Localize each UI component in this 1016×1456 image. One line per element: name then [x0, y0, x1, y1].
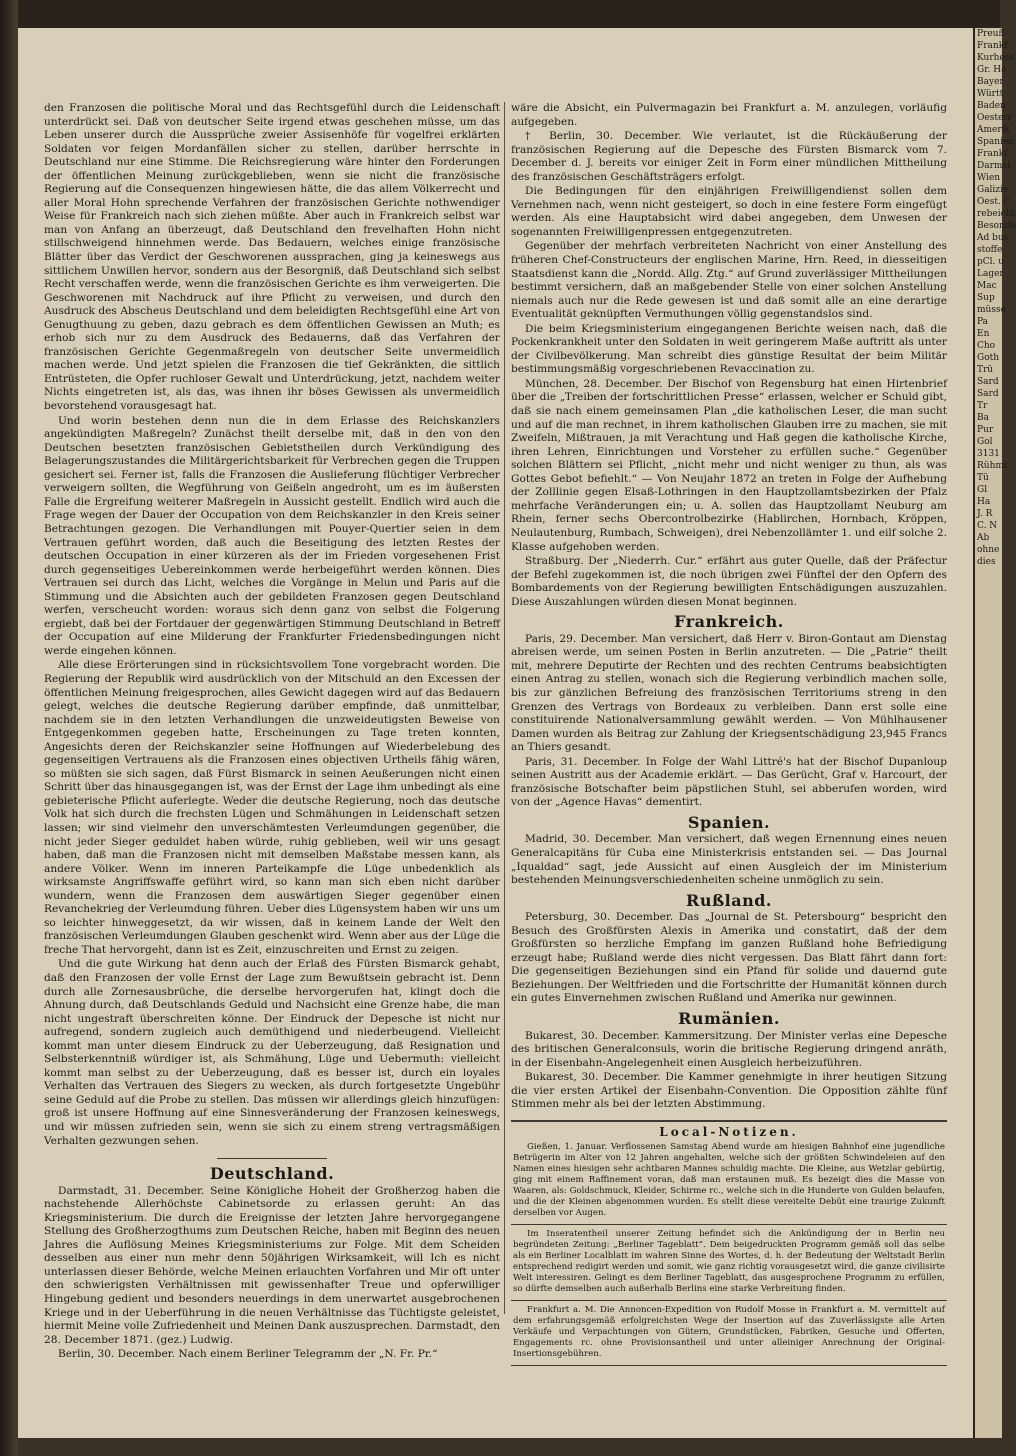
news-item: Die beim Kriegsministerium eingegangenen Berichte weisen nach, daß die Pockenkrankheit unter den Soldaten in weit geringerem Maße auftritt als unter der Civilbevölkerung. Man schreibt dies günstige Resultat der beim Militär bestimmungsmäßig vorgeschriebenen Revaccination zu.: [511, 322, 947, 376]
notice-text: Frankfurt a. M. Die Annoncen-Expedition von Rudolf Mosse in Frankfurt a. M. vermittelt auf dem erfahrungsgemäß erfolgreichsten Wege der Insertion auf das Zuverlässigste alle Arten Verkäufe und Verpachtungen von Gütern, Grundstücken, Fabriken, Gesuche und Offerten, Engagements rc. ohne Provisionsantheil und unter alleiniger Anrechnung der Original-Insertionsgebühren.: [513, 1305, 945, 1360]
edge-fragment: Pur: [977, 425, 994, 435]
book-binding: [0, 0, 18, 1456]
edge-fragment: Lager: [977, 269, 1004, 279]
edge-fragment: Frankf: [977, 149, 1008, 159]
edge-fragment: Kurhess: [977, 53, 1014, 63]
edge-fragment: Trü: [977, 365, 994, 375]
edge-fragment: Gr. He: [977, 65, 1007, 75]
edge-fragment: Sard: [977, 389, 999, 399]
local-notices: [511, 1120, 947, 1226]
article-paragraph: Und die gute Wirkung hat denn auch der Erlaß des Fürsten Bismarck gehabt, daß den Franzosen der volle Ernst der Lage zum Bewußtsein gebracht ist. Denn durch alle Zornesausbrüche, die derselbe hervorgerufen hat, klingt doch die Ahnung durch, daß Deutschlands Geduld und Nachsicht eine Grenze habe, die man nicht ungestraft überschreiten könne. Der Eindruck der Depesche ist nicht nur aufregend, sondern zugleich auch demüthigend und niederbeugend. Vielleicht kommt man unter diesem Eindruck zu der Ueberzeugung, daß Resignation und Selbsterkenntniß würdiger ist, als Schmähung, Lüge und Uebermuth: vielleicht kommt man selbst zu der Ueberzeugung, daß es besser ist, durch ein loyales Verhalten das Vertrauen des Siegers zu wecken, als durch fortgesetzte Ungebühr seine Geduld auf die Probe zu stellen. Das müssen wir allerdings gleich hinzufügen: groß ist unsere Hoffnung auf eine Sinnesveränderung der Franzosen keineswegs, und wir müssen zufrieden sein, wenn sie sich zu einem streng vertragsmäßigen Verhalten gezwungen sehen.: [44, 958, 500, 1147]
edge-fragment: Baden: [977, 101, 1006, 111]
news-item: Berlin, 30. December. Nach einem Berliner Telegramm der „N. Fr. Pr.“: [58, 1348, 438, 1361]
edge-fragment: 3131: [977, 449, 1000, 459]
news-item: Darmstadt, 31. December. Seine Königliche Hoheit der Großherzog haben die nachstehende Allerhöchste Cabinetsorde zu erlassen geruht: An das Kriegsministerium. Die durch die Ereignisse der letzten Jahre hervorgegangene Stellung des Großherzogthums zum Deutschen Reiche, haben mit Beginn des neuen Jahres die Auflösung Meines Kriegsministeriums zur Folge. Mit dem Scheiden desselben aus einer nun mehr denn 50jährigen Wirksamkeit, will Ich es nicht unterlassen dieser Behörde, welche Meinen erlauchten Vorfahren und Mir oft unter den schwierigsten Verhältnissen mit gewissenhafter Treue und opferwilliger Hingebung gedient und besonders neuerdings in dem unerwartet ausgebrochenen Kriege und in der Ueberführung in die neuen Verhältnisse das Tüchtigste geleistet, hiermit Meine volle Zufriedenheit und Meinen Dank auszusprechen. Darmstadt, den 28. December 1871. (gez.) Ludwig.: [44, 1184, 500, 1346]
column-divider: [504, 102, 505, 1314]
news-item: München, 28. December. Der Bischof von Regensburg hat einen Hirtenbrief über die „Treiben der fortschrittlichen Presse“ erlassen, welcher er Schuld gibt, daß sie nach einem gemeinsamen Plan „die katholischen Leser, die man sucht und auf die man rechnet, in ihrem katholischen Glauben irre zu machen, sie mit Zweifeln, Mißtrauen, ja mit Verachtung und Haß gegen die katholische Kirche, ihren Lehren, Einrichtungen und Vorsteher zu erfüllen suche.“ Gegenüber solchen Blättern sei Pflicht, „nicht mehr und nicht weniger zu thun, als was Gottes Gebot befiehlt.“ — Von Neujahr 1872 an treten in Folge der Aufhebung der Zolllinie gegen Elsaß-Lothringen in den Hauptzollamtsbezirken der Pfalz mehrfache Veränderungen ein; u. A. sollen das Hauptzollamt Neuburg am Rhein, ferner sechs Obercontrolbezirke (Hablirchen, Hornbach, Kröppen, Neulautenburg, Rumbach, Schweigen), drei Nebenzollämter 1. und eilf solche 2. Klasse aufgehoben werden.: [511, 377, 947, 553]
news-item: † Berlin, 30. December. Wie verlautet, ist die Rückäußerung der französischen Regierung auf die Depesche des Fürsten Bismarck vom 7. December d. J. bereits vor einiger Zeit in Form einer mündlichen Mittheilung des französischen Geschäftsträgers erfolgt.: [511, 130, 947, 183]
section-heading-rumaenien: Rumänien.: [678, 1009, 780, 1028]
edge-fragment: Cho: [977, 341, 996, 351]
news-item: Straßburg. Der „Niederrh. Cur.“ erfährt aus guter Quelle, daß der Präfectur der Befehl zugekommen ist, die noch übrigen zwei Fünftel der den Opfern des Bombardements von der Regierung bewilligten Entschädigungen auszuzahlen. Diese Auszahlungen würden diesen Monat beginnen.: [511, 555, 947, 608]
edge-fragment: Gol: [977, 437, 993, 447]
edge-fragment: Ad bus: [977, 233, 1009, 243]
edge-fragment: stoffe: [977, 245, 1003, 255]
edge-fragment: Galizie: [977, 185, 1009, 195]
local-notices-title: Local-Notizen.: [659, 1124, 799, 1139]
section-heading-deutschland: Deutschland.: [209, 1164, 335, 1184]
edge-fragment: Amerik: [977, 125, 1010, 135]
news-item: Madrid, 30. December. Man versichert, daß wegen Ernennung eines neuen Generalcapitäns für Cuba eine Ministerkrisis entstanden sei. — Das Journal „Iqualdad“ sagt, jede Aussicht auf einen Ausgleich der im Ministerium bestehenden Meinungsverschiedenheiten scheine unmöglich zu sein.: [511, 833, 947, 887]
edge-fragment: Ab: [977, 533, 990, 543]
edge-fragment: Tü: [977, 473, 989, 483]
news-item: Gegenüber der mehrfach verbreiteten Nachricht von einer Anstellung des früheren Chef-Constructeurs der englischen Marine, Hrn. Reed, in diesseitigen Staatsdienst kann die „Nordd. Allg. Ztg.“ auf Grund zuverlässiger Mittheilungen bestimmt versichern, daß an maßgebender Stelle von einer solchen Anstellung niemals auch nur die Rede gewesen ist und daß somit alle an eine derartige Eventualität geknüpften Vermuthungen völlig gegenstandslos sind.: [511, 240, 947, 321]
edge-fragment: Mac: [977, 281, 997, 291]
news-item: Bukarest, 30. December. Kammersitzung. Der Minister verlas eine Depesche des britischen Generalconsuls, worin die britische Regierung dringend anräth, in der Eisenbahn-Angelegenheit einen Ausgleich herbeizuführen.: [511, 1029, 947, 1069]
edge-fragment: Goth: [977, 353, 1000, 363]
edge-fragment: Oesterr: [977, 113, 1012, 123]
edge-fragment: C. N: [977, 521, 998, 531]
edge-fragment: ohne: [977, 545, 1000, 555]
section-heading-frankreich: Frankreich.: [674, 612, 784, 632]
section-heading-russland: Rußland.: [686, 890, 772, 910]
column-right: [511, 102, 947, 1366]
edge-fragment: müsse: [977, 305, 1006, 315]
edge-fragment: Frankf: [977, 41, 1008, 51]
section-rule: [217, 1158, 327, 1159]
edge-fragment: Pa: [977, 317, 989, 327]
news-item: Petersburg, 30. December. Das „Journal de St. Petersbourg“ bespricht den Besuch des Großfürsten Alexis in Amerika und constatirt, daß der dem Großfürsten so herzliche Empfang im ganzen Rußland hohe Befriedigung erzeugt habe; Rußland werde dies nicht vergessen. Das Blatt fährt dann fort: Die gegenseitigen Beziehungen sind ein Pfand für solide und dauernd gute Beziehungen. Der Weltfrieden und die Fortschritte der Humanität können durch ein gutes Einvernehmen zwischen Rußland und Amerika nur gewinnen.: [511, 911, 947, 1005]
edge-fragment: dies: [977, 557, 996, 567]
news-item: wäre die Absicht, ein Pulvermagazin bei Frankfurt a. M. anzulegen, vorläufig aufgegeben.: [511, 102, 947, 128]
column-left: [44, 102, 500, 1363]
edge-fragment: rebeicht: [977, 209, 1016, 219]
news-item: Paris, 31. December. In Folge der Wahl Littré's hat der Bischof Dupanloup seinen Austritt aus der Academie erklärt. — Das Gerücht, Graf v. Harcourt, der französische Botschafter beim päpstlichen Stuhl, sei abberufen worden, wird von der „Agence Havas“ dementirt.: [511, 755, 947, 809]
edge-fragment: Wien: [977, 173, 1001, 183]
edge-fragment: En: [977, 329, 990, 339]
edge-fragment: Tr: [977, 401, 988, 411]
edge-fragment: Gl: [977, 485, 988, 495]
newspaper-page: [18, 28, 973, 1438]
adjacent-page-edge: [973, 28, 1016, 1438]
scan-top-edge: [0, 0, 1000, 28]
edge-fragment: Ha: [977, 497, 991, 507]
news-item: Bukarest, 30. December. Die Kammer genehmigte in ihrer heutigen Sitzung die vier ersten Artikel der Eisenbahn-Convention. Die Opposition zählte fünf Stimmen mehr als bei der letzten Abstimmung.: [511, 1071, 947, 1111]
local-notice-text: Gießen, 1. Januar. Verflossenen Samstag Abend wurde am hiesigen Bahnhof eine jugendliche Betrügerin im Alter von 12 Jahren angehalten, welche sich der größten Schwindeleien auf den Namen eines hiesigen sehr achtbaren Mannes schuldig machte. Die Kleine, aus Wetzlar gebürtig, ging mit einem Raffinement voran, daß man erstaunen muß. Es bezeigt dies die Masse von Waaren, als: Goldschmuck, Kleider, Schirme rc., welche sich in die Hunderte von Gulden belaufen, und die der Kleinen abgenommen wurden. Es stellt diese vereitelte Debüt eine traurige Zukunft derselben vor Augen.: [513, 1142, 945, 1219]
edge-fragment: Ba: [977, 413, 989, 423]
notice-text: Im Inseratentheil unserer Zeitung befindet sich die Ankündigung der in Berlin neu begründeten Zeitung: „Berliner Tageblatt“. Dem beigedruckten Programm gemäß soll das selbe als ein Berliner Localblatt im wahren Sinne des Wortes, d. h. der Bedeutung der Weltstadt Berlin entsprechend redigirt werden und somit, wie ganz richtig vorausgesetzt wird, die ganze civilisirte Welt interessiren. Gelingt es dem Berliner Tageblatt, das ausgesprochene Programm zu erfüllen, so dürfte demselben auch außerhalb Berlins eine starke Verbreitung finden.: [513, 1229, 945, 1295]
section-heading-spanien: Spanien.: [687, 812, 771, 832]
edge-fragment: Oest. C: [977, 197, 1011, 207]
edge-fragment: Bayer: [977, 77, 1004, 87]
edge-fragment: Sup: [977, 293, 995, 303]
edge-fragment: Spanien: [977, 137, 1015, 147]
edge-fragment: Preuß: [977, 29, 1005, 39]
edge-fragment: Besonde: [977, 221, 1016, 231]
article-paragraph: Alle diese Erörterungen sind in rücksichtsvollem Tone vorgebracht worden. Die Regierung der Republik wird ausdrücklich von der Mitschuld an den Excessen der öffentlichen Meinung freigesprochen, alles Gewicht dagegen wird auf das Bedauern gelegt, welches die deutsche Regierung darüber empfinde, daß unmittelbar, nachdem sie in den letzten Verhandlungen die unzweideutigsten Beweise von Entgegenkommen gegeben hatte, Erscheinungen zu Tage treten konnten, Angesichts deren der Reichskanzler seine Hoffnungen auf Wiederbelebung des gegenseitigen Vertrauens als die Franzosen eines objectiven Urtheils fähig wären, so müßten sie sich sagen, daß Fürst Bismarck in seinen Aeußerungen nicht einen Schritt über das hinausgegangen ist, was der Ernst der Lage ihm unbedingt als eine gebieterische Pflicht auferlegte. Weder die deutsche Regierung, noch das deutsche Volk hat sich durch die frechsten Lügen und Schmähungen in Leidenschaft setzen lassen; wir sind vielmehr den unverschämtesten Verleumdungen gegenüber, die nicht jeder Sieger geduldet haben würde, ruhig geblieben, weil wir uns gesagt haben, daß man die Franzosen nicht mit demselben Maßstabe messen kann, als andere Völker. Wenn im inneren Parteikampfe die Lüge unbedenklich als wirksamste Angriffswaffe geführt wird, so kann man sich eben nicht darüber wundern, wenn die Franzosen dem auswärtigen Sieger gegenüber einen Revanchekrieg der Verleumdung führen. Ueber dies Lügensystem haben wir uns um so leichter hinweggesetzt, da wir wissen, daß in keinem Lande der Welt den französischen Verleumdungen Glauben geschenkt wird. Wenn aber aus der Lüge die freche That hervorgeht, dann ist es Zeit, einzuschreiten und Ernst zu zeigen.: [44, 659, 500, 956]
article-paragraph: Und worin bestehen denn nun die in dem Erlasse des Reichskanzlers angekündigten Maßregeln? Zunächst theilt derselbe mit, daß in den von den Deutschen besetzten französischen Gebietstheilen durch Verkündigung des Belagerungszustandes die Militärgerichtsbarkeit für Verbrechen gegen die Truppen gesichert sei. Ferner ist, falls die Franzosen die Auslieferung flüchtiger Verbrecher verweigern sollten, die Wegführung von Geißeln angedroht, um es im äußersten Falle die Ergreifung weiterer Maßregeln in Aussicht gestellt. Endlich wird auch die Frage wegen der Dauer der Occupation von dem Reichskanzler in den Kreis seiner Betrachtungen gezogen. Die Verhandlungen mit Pouyer-Quertier seien in dem Vertrauen geführt worden, daß auch die Beseitigung des letzten Restes der deutschen Occupation in einer kürzeren als der im Frieden vorgesehenen Frist durch gegenseitiges Uebereinkommen werde herbeigeführt werden können. Dies Vertrauen sei durch das Licht, welches die Vorgänge in Melun und Paris auf die Stimmung und die Absichten auch der gebildeten Franzosen gegen Deutschland werfen, verscheucht worden: woraus sich denn ganz von selbst die Folgerung ergiebt, daß bei der Fortdauer der gegenwärtigen Stimmung Deutschland in Betreff der Occupation auf eine Milderung der Frankfurter Friedensbedingungen nicht werde eingehen können.: [44, 414, 500, 657]
edge-fragment: Württ: [977, 89, 1004, 99]
edge-fragment: Rühmt: [977, 461, 1008, 471]
news-item: Paris, 29. December. Man versichert, daß Herr v. Biron-Gontaut am Dienstag abreisen werde, um seinen Posten in Berlin anzutreten. — Die „Patrie“ theilt mit, mehrere Deputirte der Rechten und des rechten Centrums beabsichtigten einen Antrag zu stellen, wonach sich die Regierung verbindlich machen solle, bis zur gänzlichen Befreiung des französischen Territoriums streng in den Grenzen des Vertrags von Bordeaux zu verbleiben. Dann erst solle eine constituirende Nationalversammlung gewählt werden. — Von Mühlhausener Damen wurden als Beitrag zur Zahlung der Kriegsentschädigung 23,945 Francs an Thiers gesandt.: [511, 632, 947, 754]
edge-fragment: Sard: [977, 377, 999, 387]
news-item: Die Bedingungen für den einjährigen Freiwilligendienst sollen dem Vernehmen nach, wenn nicht gesteigert, so doch in eine festere Form eingefügt werden. Als eine Hauptabsicht wird dabei angegeben, dem Unwesen der sogenannten Freiwilligenpressen entgegenzutreten.: [511, 185, 947, 238]
notice-annoncen-expedition: [511, 1301, 947, 1366]
edge-fragment: Darmst: [977, 161, 1011, 171]
article-paragraph: den Franzosen die politische Moral und das Rechtsgefühl durch die Leidenschaft unterdrückt sei. Daß von deutscher Seite irgend etwas geschehen müsse, um das Leben unserer durch die Aussprüche zweier Assisenhöfe für vogelfrei erklärten Soldaten vor feigen Mordanfällen sicher zu stellen, darüber herrschte in Deutschland nur eine Stimme. Die Reichsregierung wäre hinter den Forderungen der öffentlichen Meinung zurückgeblieben, wenn sie nicht die französische Regierung auf die Consequenzen hingewiesen hätte, die das allem Völkerrecht und aller Moral Hohn sprechende Verfahren der französischen Gerichte nothwendiger Weise für Frankreich nach sich ziehen müßte. Aber auch in Frankreich selbst war man von Anfang an überzeugt, daß Deutschland den frevelhaften Hohn nicht stillschweigend hinnehmen werde. Das Bedauern, welches einige französische Blätter über das Verdict der Geschworenen aussprachen, ging ja keineswegs aus sittlichem Unwillen hervor, sondern aus der Besorgniß, daß Deutschland sich selbst Recht verschaffen werde, wenn die französischen Gerichte es ihm verweigerten. Die Geschworenen mit Nachdruck auf ihre Pflicht zu verweisen, und durch den Ausdruck des Abscheus Deutschland und dem beleidigten Rechtsgefühl eine Art von Genugthuung zu geben, dazu gebrach es dem öffentlichen Gewissen an Muth; es erhob sich nur zu dem Ausdruck des Bedauerns, daß das Verfahren der französischen Gerichte Gegenmaßregeln von deutscher Seite unvermeidlich machen werde. Und jetzt spielen die Franzosen die tief Gekränkten, die sittlich Entrüsteten, die Opfer ruchloser Gewalt und Unterdrückung, jetzt, nachdem weiter Nichts eingetreten ist, als das, was ihnen ihr böses Gewissen als unvermeidlich bevorstehend vorausgesagt hat.: [44, 102, 500, 413]
notice-berliner-tageblatt: [511, 1225, 947, 1301]
edge-fragment: pCl. u: [977, 257, 1005, 267]
edge-fragment: J. R: [977, 509, 993, 519]
